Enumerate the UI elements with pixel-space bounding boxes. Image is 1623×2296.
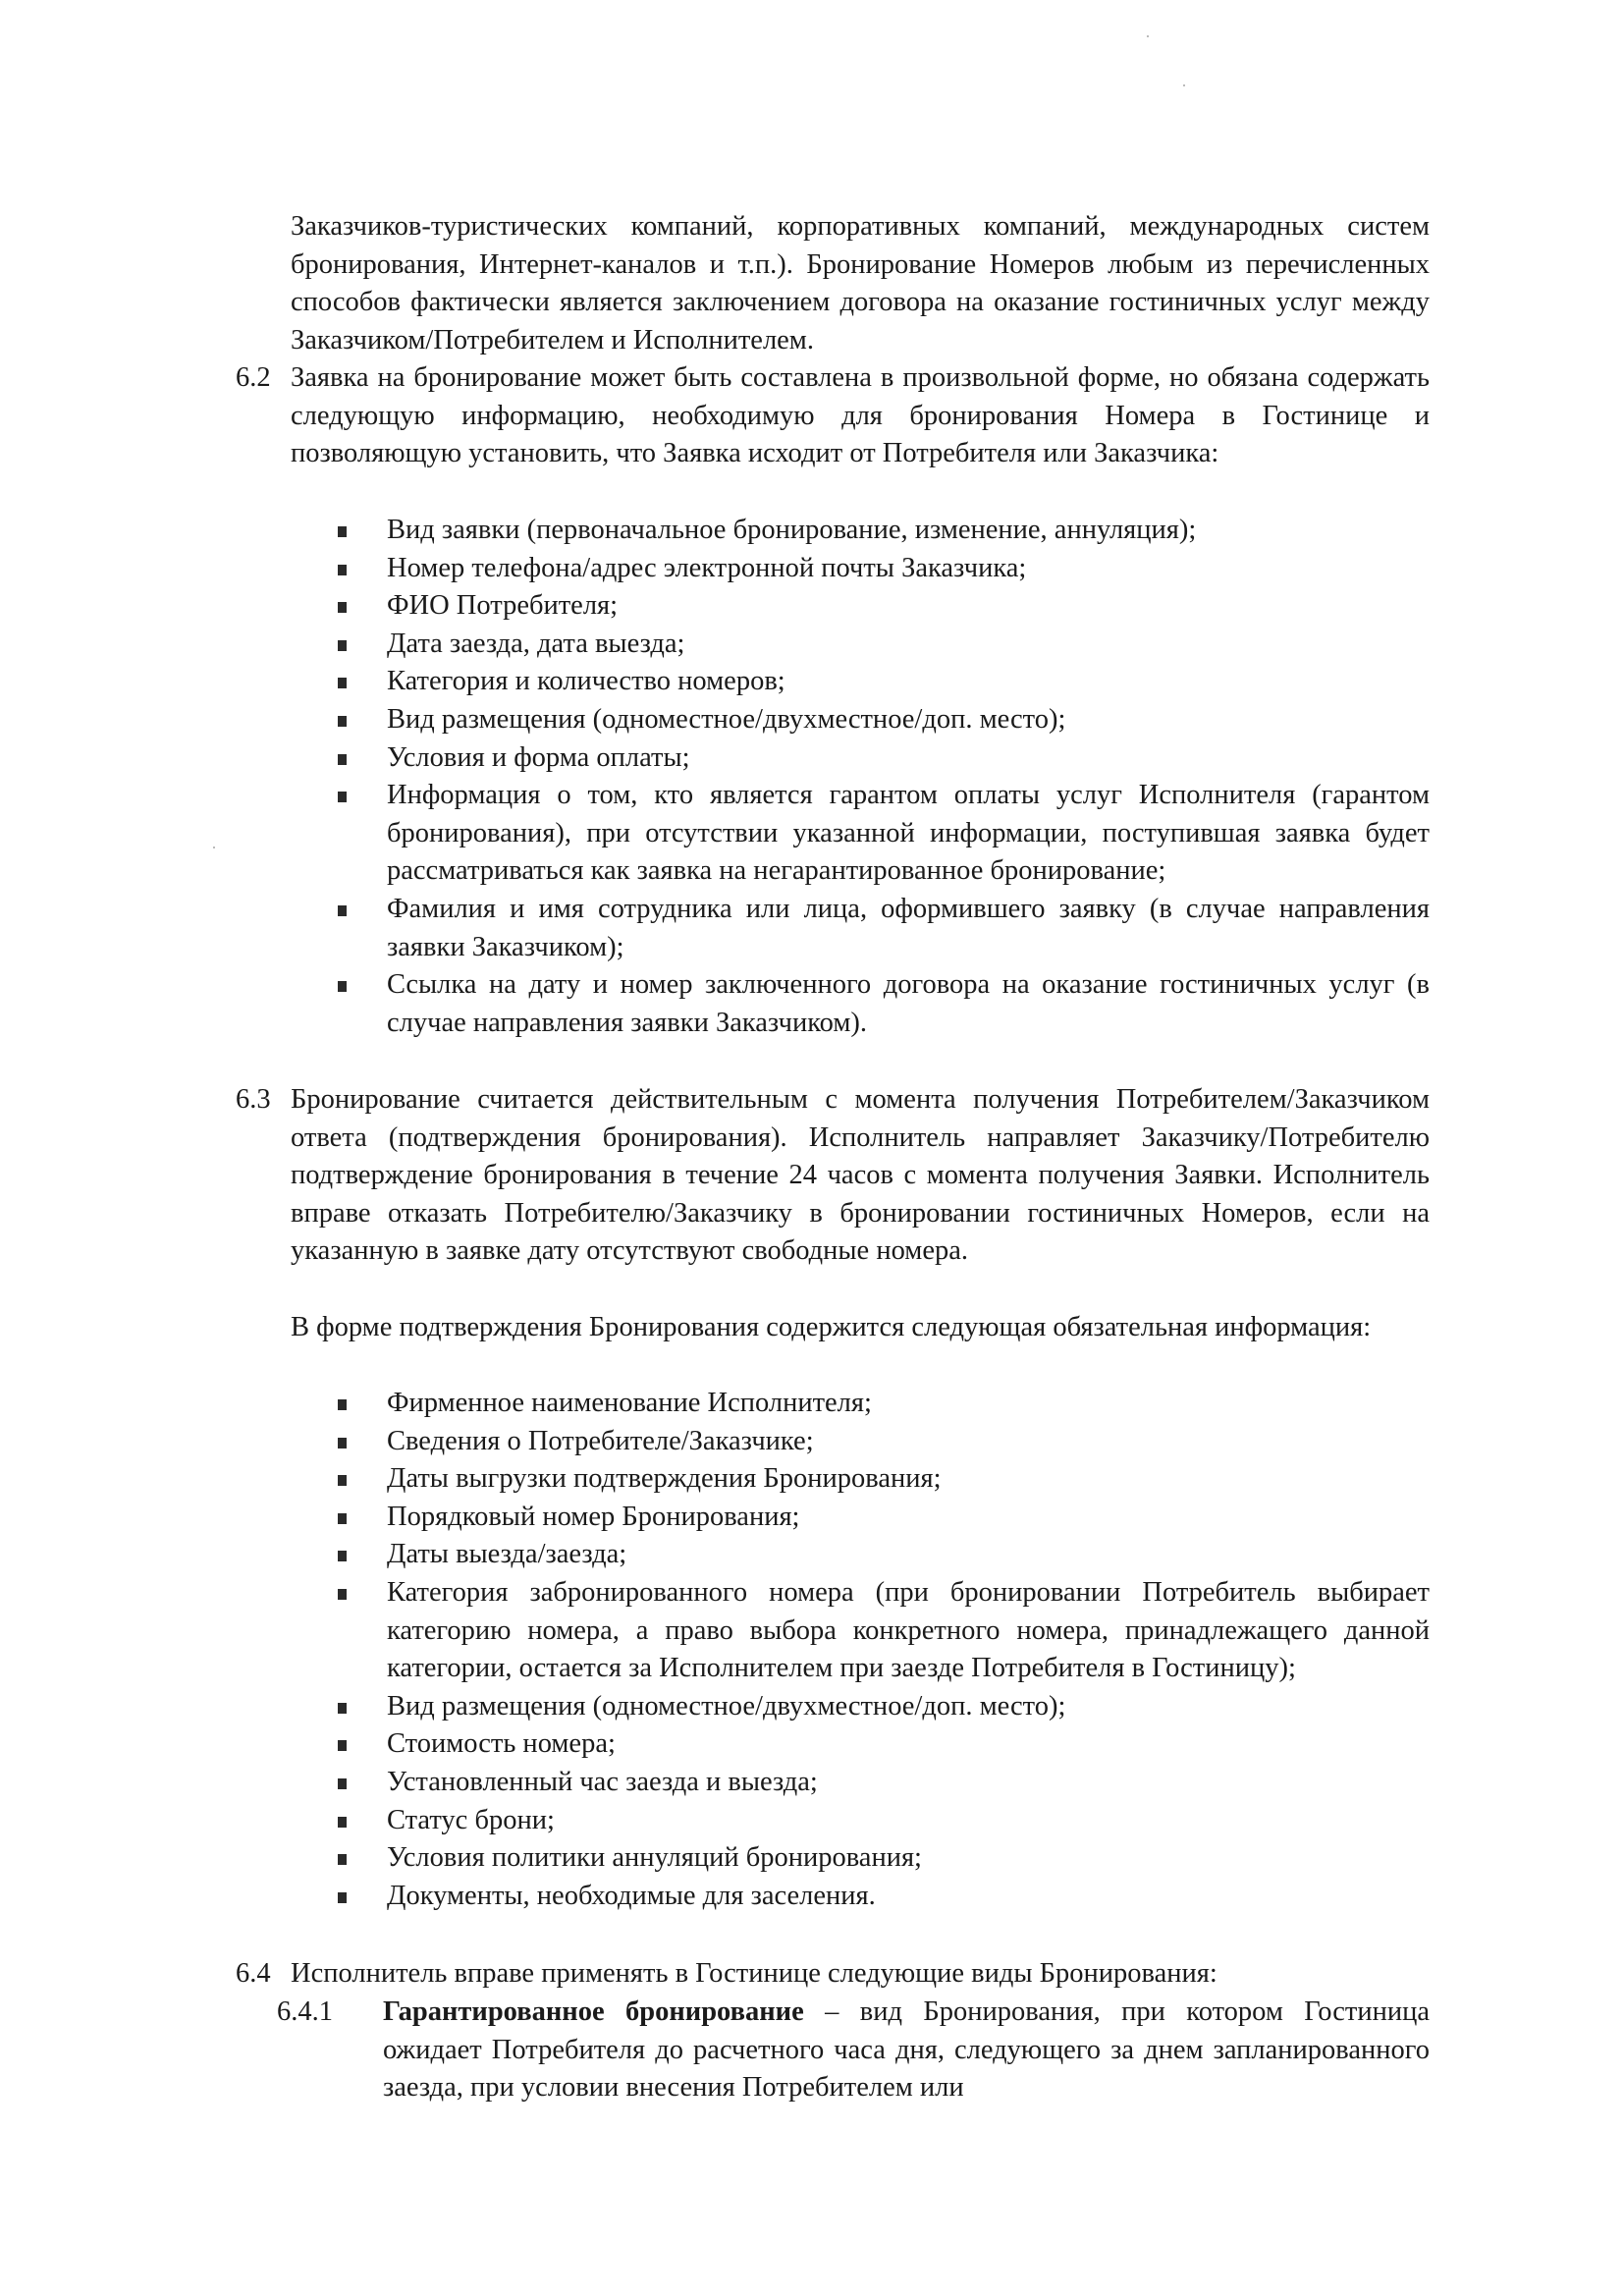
square-bullet-icon — [338, 905, 347, 916]
section-text: Исполнитель вправе применять в Гостинице следующие виды Бронирования: — [291, 1958, 1217, 1989]
section-6-2 — [236, 359, 1430, 473]
list-item: Порядковый номер Бронирования; — [334, 1499, 1430, 1537]
list-item: Номер телефона/адрес электронной почты Заказчика; — [334, 550, 1430, 588]
square-bullet-icon — [338, 1817, 347, 1828]
subsection-number: 6.4.1 — [277, 1996, 333, 2027]
square-bullet-icon — [338, 1703, 347, 1714]
section-number: 6.3 — [236, 1084, 271, 1115]
square-bullet-icon — [338, 716, 347, 727]
list-item: Ссылка на дату и номер заключенного договора на оказание гостиничных услуг (в случае направления заявки Заказчиком). — [334, 966, 1430, 1042]
list-item: Фирменное наименование Исполнителя; — [334, 1385, 1430, 1423]
list-item: Вид размещения (одноместное/двухместное/доп. место); — [334, 701, 1430, 739]
list-item: Вид размещения (одноместное/двухместное/доп. место); — [334, 1688, 1430, 1726]
square-bullet-icon — [338, 1513, 347, 1524]
square-bullet-icon — [338, 1475, 347, 1486]
square-bullet-icon — [338, 526, 347, 537]
section-number: 6.4 — [236, 1958, 271, 1989]
square-bullet-icon — [338, 754, 347, 765]
request-requirements-list — [334, 512, 1430, 1042]
square-bullet-icon — [338, 565, 347, 575]
square-bullet-icon — [338, 981, 347, 992]
list-item: Документы, необходимые для заселения. — [334, 1878, 1430, 1916]
square-bullet-icon — [338, 1854, 347, 1865]
list-item: Сведения о Потребителе/Заказчике; — [334, 1423, 1430, 1461]
list-item: Информация о том, кто является гарантом оплаты услуг Исполнителя (гарантом бронирования), при отсутствии указанной информации, поступившая заявка будет рассматриваться как заявка на негарантированное бронирование; — [334, 777, 1430, 891]
confirmation-contents-list — [334, 1385, 1430, 1915]
square-bullet-icon — [338, 792, 347, 802]
subsection-text — [383, 1994, 1430, 2107]
section-6-3 — [236, 1081, 1430, 1271]
list-item: Статус брони; — [334, 1802, 1430, 1840]
square-bullet-icon — [338, 678, 347, 688]
list-item: Фамилия и имя сотрудника или лица, оформившего заявку (в случае направления заявки Заказчиком); — [334, 891, 1430, 966]
square-bullet-icon — [338, 1778, 347, 1789]
list-item: Условия и форма оплаты; — [334, 739, 1430, 778]
subsection-6-4-1 — [277, 1994, 1430, 2107]
section-text: Бронирование считается действительным с момента получения Потребителем/Заказчиком ответа (подтверждения бронирования). Исполнитель направляет Заказчику/Потребителю подтверждение бронирования в течение 24 часов с момента получения Заявки. Исполнитель вправе отказать Потребителю/Заказчику в бронировании гостиничных Номеров, если на указанную в заявке дату отсутствуют свободные номера. — [291, 1084, 1430, 1267]
list-item: Установленный час заезда и выезда; — [334, 1764, 1430, 1802]
definition-text: – вид Бронирования, при котором Гостиница ожидает Потребителя до расчетного часа дня, следующего за днем запланированного заезда, при условии внесения Потребителем или — [383, 1996, 1430, 2104]
list-item: Условия политики аннуляций бронирования; — [334, 1839, 1430, 1878]
intro-paragraph: Заказчиков-туристических компаний, корпоративных компаний, международных систем бронирования, Интернет-каналов и т.п.). Бронирование Номеров любым из перечисленных способов фактически является заключением договора на оказание гостиничных услуг между Заказчиком/Потребителем и Исполнителем. — [291, 211, 1430, 355]
square-bullet-icon — [338, 1551, 347, 1561]
list-item: Стоимость номера; — [334, 1725, 1430, 1764]
square-bullet-icon — [338, 640, 347, 651]
list-item: Дата заезда, дата выезда; — [334, 626, 1430, 664]
list-item: ФИО Потребителя; — [334, 587, 1430, 626]
scan-speck — [213, 847, 215, 848]
list-item: Даты выгрузки подтверждения Бронирования; — [334, 1460, 1430, 1499]
square-bullet-icon — [338, 1438, 347, 1449]
list-item: Вид заявки (первоначальное бронирование, изменение, аннуляция); — [334, 512, 1430, 550]
section-number: 6.2 — [236, 362, 271, 393]
square-bullet-icon — [338, 1740, 347, 1751]
list-item: Даты выезда/заезда; — [334, 1536, 1430, 1574]
square-bullet-icon — [338, 1589, 347, 1600]
square-bullet-icon — [338, 1399, 347, 1410]
section-text: Заявка на бронирование может быть составлена в произвольной форме, но обязана содержать следующую информацию, необходимую для бронирования Номера в Гостинице и позволяющую установить, что Заявка исходит от Потребителя или Заказчика: — [291, 362, 1430, 469]
section-6-4 — [236, 1955, 1430, 1994]
list-item: Категория забронированного номера (при бронировании Потребитель выбирает категорию номера, а право выбора конкретного номера, принадлежащего данной категории, остается за Исполнителем при заезде Потребителя в Гостиницу); — [334, 1574, 1430, 1688]
confirmation-intro: В форме подтверждения Бронирования содержится следующая обязательная информация: — [291, 1312, 1372, 1342]
list-item: Категория и количество номеров; — [334, 663, 1430, 701]
defined-term: Гарантированное бронирование — [383, 1996, 804, 2027]
square-bullet-icon — [338, 1892, 347, 1903]
scan-speck — [1183, 84, 1185, 86]
square-bullet-icon — [338, 602, 347, 613]
scan-speck — [1147, 35, 1149, 37]
